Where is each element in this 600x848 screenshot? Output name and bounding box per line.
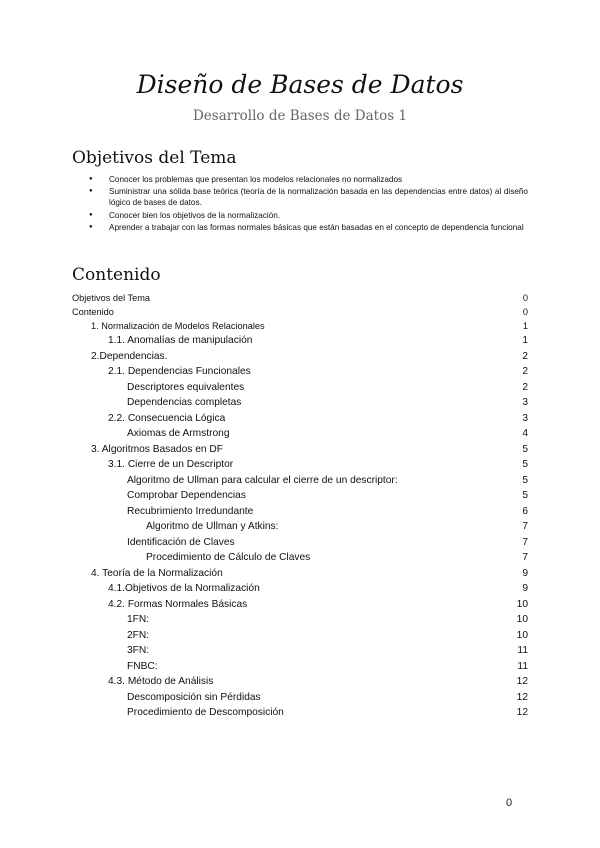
toc-entry-page: 5 xyxy=(522,459,528,470)
contents-heading: Contenido xyxy=(72,265,161,285)
toc-entry-label: 2.2. Consecuencia Lógica xyxy=(108,412,226,424)
toc-entry-label: 3.1. Cierre de un Descriptor xyxy=(108,459,234,470)
objective-item: ● Conocer los problemas que presentan los modelos relacionales no normalizados xyxy=(72,174,528,185)
toc-entry[interactable] xyxy=(72,321,528,335)
toc-entry[interactable] xyxy=(72,521,528,537)
toc-entry-label: 3FN: xyxy=(127,645,150,656)
toc-entry[interactable] xyxy=(72,397,528,413)
toc-entry[interactable] xyxy=(72,661,528,677)
toc-entry[interactable] xyxy=(72,475,528,491)
toc-entry[interactable] xyxy=(72,506,528,522)
toc-entry-page: 11 xyxy=(517,645,528,656)
toc-entry[interactable] xyxy=(72,568,528,584)
toc-entry-label: 4. Teoría de la Normalización xyxy=(91,567,223,579)
toc-entry-page: 1 xyxy=(522,335,528,346)
toc-entry-page: 1 xyxy=(522,321,528,331)
toc-entry-page: 2 xyxy=(522,366,528,377)
toc-entry[interactable] xyxy=(72,599,528,615)
toc-entry-label: Descomposición sin Pérdidas xyxy=(127,691,261,703)
toc-entry[interactable] xyxy=(72,413,528,429)
toc-entry-label: 4.2. Formas Normales Básicas xyxy=(108,598,248,610)
toc-entry-page: 5 xyxy=(522,474,528,486)
toc-entry-page: 10 xyxy=(516,629,528,641)
toc-entry-page: 7 xyxy=(522,521,528,532)
objective-item: ● Conocer bien los objetivos de la normalización. xyxy=(72,210,528,221)
toc-entry[interactable] xyxy=(72,707,528,723)
document-subtitle: Desarrollo de Bases de Datos 1 xyxy=(192,108,408,124)
toc-entry-page: 7 xyxy=(522,552,528,563)
toc-entry[interactable] xyxy=(72,444,528,460)
toc-entry-page: 10 xyxy=(516,598,528,610)
toc-entry-label: Algoritmo de Ullman para calcular el cierre de un descriptor: xyxy=(127,474,398,486)
toc-entry-label: 2FN: xyxy=(127,629,150,641)
objectives-heading: Objetivos del Tema xyxy=(72,148,237,168)
objective-item: ● Suministrar una sólida base teórica (teoría de la normalización basada en las dependencias entre datos) al diseño lógico de bases de datos. xyxy=(72,186,528,208)
toc-entry[interactable] xyxy=(72,459,528,475)
toc-entry-page: 6 xyxy=(522,505,528,517)
toc-entry-page: 10 xyxy=(516,614,528,625)
toc-entry-page: 9 xyxy=(522,583,528,594)
toc-entry-label: Objetivos del Tema xyxy=(72,293,150,303)
objectives-list xyxy=(72,174,528,234)
toc-entry-label: Recubrimiento Irredundante xyxy=(127,505,254,517)
toc-entry-label: 3. Algoritmos Basados en DF xyxy=(91,443,223,455)
toc-entry-page: 12 xyxy=(516,707,528,718)
toc-entry[interactable] xyxy=(72,537,528,553)
toc-entry-page: 11 xyxy=(517,660,528,672)
toc-entry-label: Contenido xyxy=(72,307,114,317)
toc-entry[interactable] xyxy=(72,490,528,506)
toc-entry[interactable] xyxy=(72,366,528,382)
toc-entry-label: Dependencias completas xyxy=(127,397,242,408)
toc-entry[interactable] xyxy=(72,614,528,630)
toc-entry[interactable] xyxy=(72,630,528,646)
toc-entry-page: 0 xyxy=(522,307,528,317)
table-of-contents xyxy=(72,293,528,723)
toc-entry-label: 2.1. Dependencias Funcionales xyxy=(108,366,251,377)
toc-entry-label: Comprobar Dependencias xyxy=(127,490,246,501)
toc-entry-label: Procedimiento de Cálculo de Claves xyxy=(146,552,311,563)
toc-entry-page: 2 xyxy=(522,381,528,393)
toc-entry-page: 9 xyxy=(522,567,528,579)
toc-entry[interactable] xyxy=(72,351,528,367)
toc-entry[interactable] xyxy=(72,428,528,444)
toc-entry[interactable] xyxy=(72,293,528,307)
toc-entry-label: 4.3. Método de Análisis xyxy=(108,676,214,687)
toc-entry[interactable] xyxy=(72,382,528,398)
toc-entry-page: 7 xyxy=(522,536,528,548)
toc-entry[interactable] xyxy=(72,676,528,692)
objective-item: ● Aprender a trabajar con las formas normales básicas que están basadas en el concepto de dependencia funcional xyxy=(72,222,528,233)
toc-entry-label: Procedimiento de Descomposición xyxy=(127,707,284,718)
toc-entry-page: 4 xyxy=(522,428,528,439)
toc-entry-label: Axiomas de Armstrong xyxy=(127,428,230,439)
toc-entry-label: Identificación de Claves xyxy=(127,536,235,548)
toc-entry-label: Descriptores equivalentes xyxy=(127,381,245,393)
toc-entry-page: 0 xyxy=(522,293,528,303)
toc-entry-label: Algoritmo de Ullman y Atkins: xyxy=(146,521,279,532)
toc-entry[interactable] xyxy=(72,692,528,708)
toc-entry-label: 1.1. Anomalías de manipulación xyxy=(108,335,253,346)
toc-entry-page: 12 xyxy=(516,691,528,703)
toc-entry-page: 12 xyxy=(516,676,528,687)
toc-entry-label: 4.1.Objetivos de la Normalización xyxy=(108,583,260,594)
toc-entry[interactable] xyxy=(72,307,528,321)
toc-entry[interactable] xyxy=(72,583,528,599)
document-title: Diseño de Bases de Datos xyxy=(136,70,464,99)
toc-entry-page: 2 xyxy=(522,350,528,362)
toc-entry[interactable] xyxy=(72,335,528,351)
toc-entry-page: 5 xyxy=(522,443,528,455)
toc-entry[interactable] xyxy=(72,645,528,661)
toc-entry-page: 3 xyxy=(522,397,528,408)
toc-entry-label: 1. Normalización de Modelos Relacionales xyxy=(91,321,265,331)
toc-entry-label: 2.Dependencias. xyxy=(91,350,168,362)
toc-entry[interactable] xyxy=(72,552,528,568)
toc-entry-page: 5 xyxy=(522,490,528,501)
page-number: 0 xyxy=(506,797,513,809)
toc-entry-label: FNBC: xyxy=(127,660,158,672)
toc-entry-page: 3 xyxy=(522,412,528,424)
toc-entry-label: 1FN: xyxy=(127,614,150,625)
